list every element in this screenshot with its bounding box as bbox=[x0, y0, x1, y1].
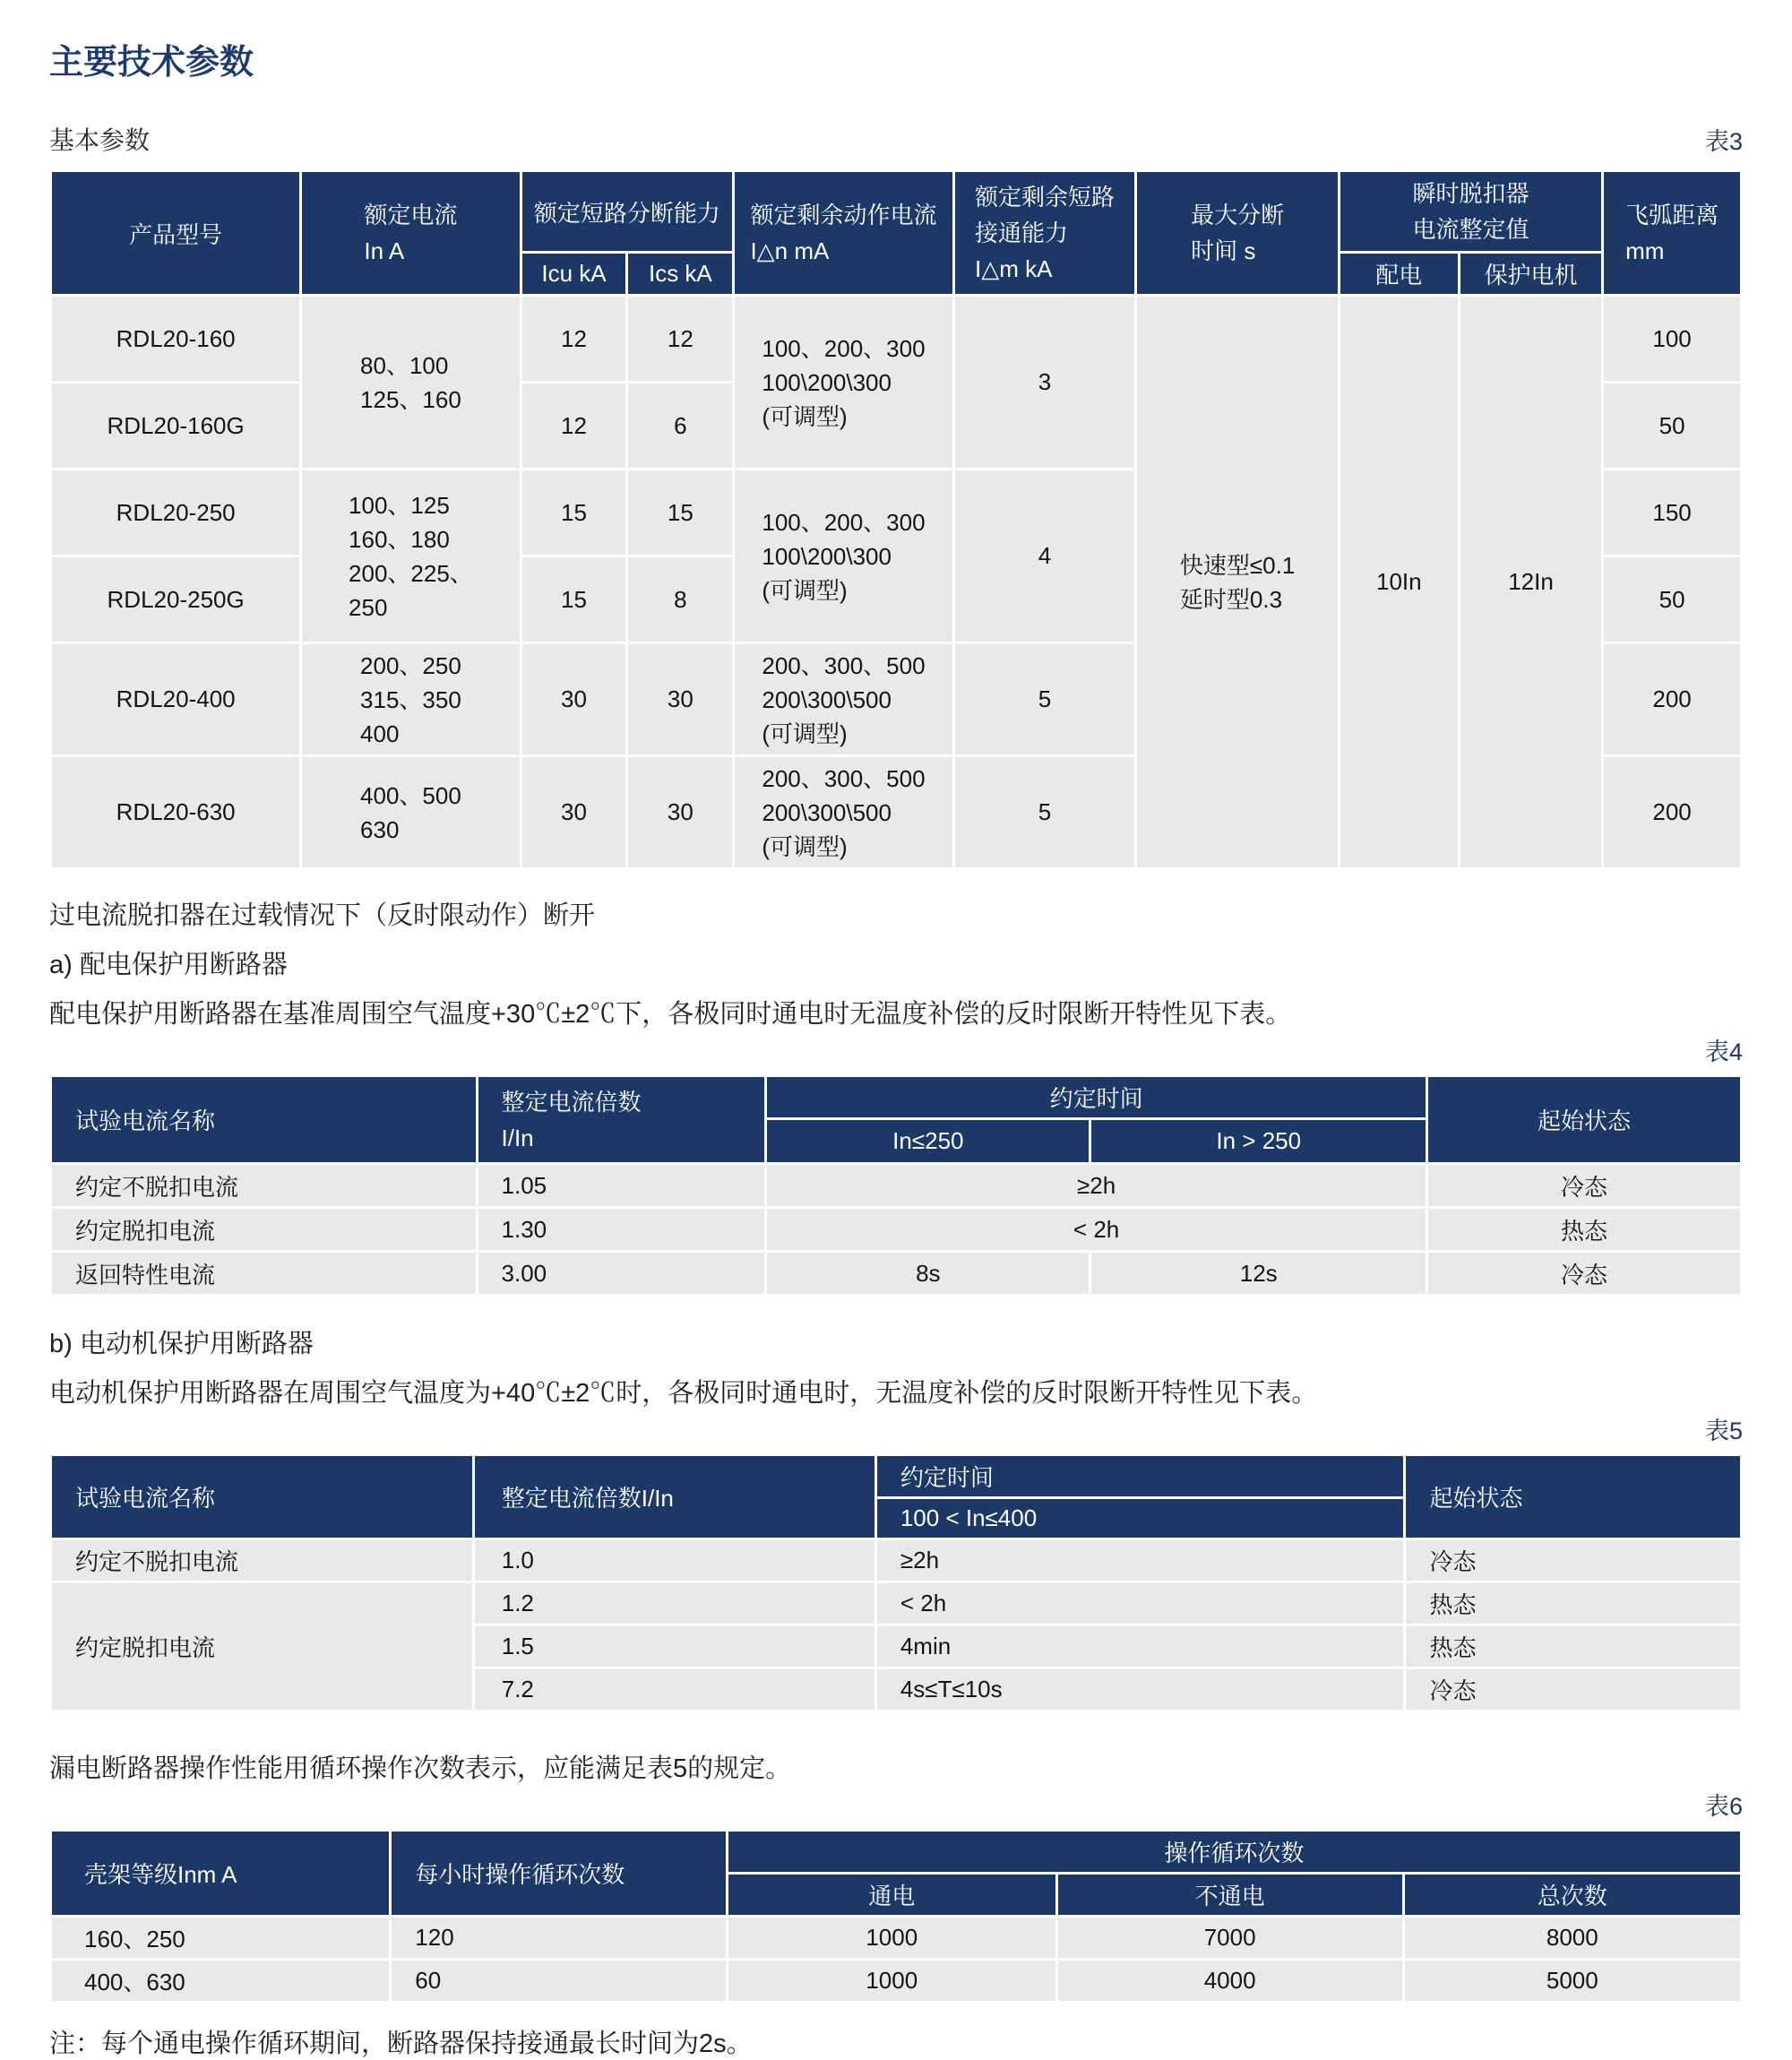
t3-icu: 12 bbox=[521, 383, 627, 470]
t3-residual-lines bbox=[762, 649, 925, 751]
t3-h-residual-lines bbox=[750, 197, 936, 269]
cell-line: 200\300\500 bbox=[762, 798, 892, 826]
t3-idm: 4 bbox=[953, 470, 1136, 643]
cell-line: 延时型0.3 bbox=[1179, 585, 1283, 613]
cell-line: 电流整定值 bbox=[1412, 216, 1529, 243]
table-row bbox=[51, 1960, 1742, 2003]
t4-h-gt250: In > 250 bbox=[1090, 1119, 1427, 1164]
t3-distribution-setting: 10In bbox=[1339, 296, 1459, 869]
t5-multiple: 7.2 bbox=[473, 1668, 875, 1711]
cell-line: (可调型) bbox=[762, 832, 848, 860]
t5-time: 4min bbox=[875, 1625, 1405, 1668]
t3-arc: 50 bbox=[1603, 383, 1742, 470]
cell-line: 200、225、 bbox=[349, 559, 473, 587]
t3-model: RDL20-250 bbox=[51, 470, 301, 556]
cell-line: 快速型≤0.1 bbox=[1179, 551, 1296, 579]
t3-residual-lines bbox=[762, 332, 925, 434]
table-row bbox=[51, 1831, 1742, 1874]
t3-icu: 12 bbox=[521, 296, 627, 383]
table3-label: 表3 bbox=[1704, 128, 1743, 155]
t3-arc: 150 bbox=[1603, 470, 1742, 556]
t6-h-total: 总次数 bbox=[1403, 1874, 1741, 1917]
t3-motor-setting: 12In bbox=[1459, 296, 1602, 869]
overcurrent-paragraph: 过电流脱扣器在过载情况下（反时限动作）断开 bbox=[49, 901, 596, 930]
cell-line: 100\200\300 bbox=[762, 368, 892, 396]
t3-ics: 12 bbox=[627, 296, 734, 383]
t6-on: 1000 bbox=[727, 1960, 1056, 2003]
t5-h-setting-multiple: 整定电流倍数I/In bbox=[473, 1455, 875, 1539]
cell-line: 315、350 bbox=[360, 685, 461, 713]
t5-time: ≥2h bbox=[875, 1539, 1405, 1582]
t3-h-making-capacity bbox=[953, 171, 1136, 296]
t3-icu: 15 bbox=[521, 556, 627, 643]
t6-h-energized: 通电 bbox=[727, 1874, 1056, 1917]
table3-body bbox=[51, 296, 1742, 869]
cell-line: 整定电流倍数 bbox=[501, 1088, 642, 1116]
t3-h-residual-current bbox=[734, 171, 953, 296]
t3-residual-lines bbox=[762, 505, 925, 608]
t3-h-ics: Ics kA bbox=[627, 253, 734, 296]
cell-line: I△n mA bbox=[750, 237, 830, 264]
section-b-heading: b) 电动机保护用断路器 bbox=[49, 1330, 314, 1358]
t3-icu: 15 bbox=[521, 470, 627, 556]
t5-multiple: 1.5 bbox=[473, 1625, 875, 1668]
t5-h-initial-state: 起始状态 bbox=[1405, 1455, 1742, 1539]
cell-line: 400、500 bbox=[360, 781, 461, 809]
section-a-heading: a) 配电保护用断路器 bbox=[49, 951, 288, 979]
t5-name: 约定不脱扣电流 bbox=[51, 1539, 474, 1582]
cell-line: I△m kA bbox=[974, 255, 1053, 282]
t3-residual bbox=[734, 643, 953, 756]
section-b-description: 电动机保护用断路器在周围空气温度为+40℃±2℃时，各极同时通电时，无温度补偿的反时限断开特性见下表。 bbox=[49, 1379, 1318, 1408]
t3-ics: 8 bbox=[627, 556, 734, 643]
t6-per-hour: 120 bbox=[391, 1917, 728, 1960]
t3-model: RDL20-250G bbox=[51, 556, 301, 643]
cell-line: 100、200、300 bbox=[762, 508, 926, 536]
t3-h-break-time-lines bbox=[1191, 197, 1284, 269]
t3-arc: 200 bbox=[1603, 756, 1742, 869]
table3-header bbox=[51, 171, 1742, 296]
t3-icu: 30 bbox=[521, 756, 627, 869]
table5-label: 表5 bbox=[1704, 1418, 1743, 1444]
cell-line: 160、180 bbox=[349, 525, 450, 553]
t3-h-product: 产品型号 bbox=[51, 171, 301, 296]
t6-h-frame-rating: 壳架等级Inm A bbox=[51, 1831, 391, 1917]
t3-break-time bbox=[1136, 296, 1339, 869]
cell-line: 额定剩余短路 bbox=[974, 184, 1115, 211]
t3-current-lines bbox=[360, 779, 461, 847]
t3-break-time-lines bbox=[1180, 548, 1295, 616]
t3-h-arc-distance bbox=[1603, 171, 1742, 296]
cell-line: 最大分断 bbox=[1191, 202, 1285, 228]
t4-multiple: 1.30 bbox=[477, 1208, 766, 1252]
footnote: 注：每个通电操作循环期间，断路器保持接通最长时间为2s。 bbox=[49, 2030, 753, 2058]
cell-line: 400 bbox=[360, 720, 400, 747]
t4-h-setting-multiple bbox=[477, 1076, 766, 1164]
t3-icu: 30 bbox=[521, 643, 627, 756]
t6-total: 8000 bbox=[1403, 1917, 1741, 1960]
table-row bbox=[51, 1164, 1742, 1208]
cell-line: 飞弧距离 bbox=[1625, 202, 1719, 228]
t5-h-range: 100 < In≤400 bbox=[875, 1498, 1405, 1539]
cell-line: 200、250 bbox=[360, 651, 461, 679]
t3-residual bbox=[734, 756, 953, 869]
t4-name: 返回特性电流 bbox=[51, 1252, 478, 1296]
cell-line: (可调型) bbox=[762, 576, 848, 604]
table-row bbox=[51, 1539, 1742, 1582]
t5-time: 4s≤T≤10s bbox=[875, 1668, 1405, 1711]
t3-model: RDL20-400 bbox=[51, 643, 301, 756]
table-row bbox=[51, 1455, 1742, 1498]
section-subtitle: 基本参数 bbox=[49, 126, 151, 154]
t6-on: 1000 bbox=[727, 1917, 1056, 1960]
cell-line: 250 bbox=[349, 593, 388, 621]
cell-line: 125、160 bbox=[360, 385, 461, 413]
t3-residual-lines bbox=[762, 762, 925, 864]
t5-h-test-current-name: 试验电流名称 bbox=[51, 1455, 474, 1539]
cell-line: 100\200\300 bbox=[762, 542, 892, 570]
t4-name: 约定脱扣电流 bbox=[51, 1208, 478, 1252]
cell-line: 接通能力 bbox=[974, 220, 1068, 246]
t4-multiple: 3.00 bbox=[477, 1252, 766, 1296]
t4-time-le: 8s bbox=[766, 1252, 1090, 1296]
cell-line: (可调型) bbox=[762, 402, 848, 430]
t3-ics: 30 bbox=[627, 643, 734, 756]
table-row bbox=[51, 1076, 1742, 1119]
table5-header bbox=[51, 1455, 1742, 1539]
t3-current-lines bbox=[360, 349, 461, 417]
t6-total: 5000 bbox=[1403, 1960, 1741, 2003]
t6-off: 4000 bbox=[1056, 1960, 1403, 2003]
table4-header bbox=[51, 1076, 1742, 1164]
t5-state: 热态 bbox=[1405, 1625, 1742, 1668]
t3-ics: 30 bbox=[627, 756, 734, 869]
t3-h-current-lines bbox=[364, 197, 457, 269]
t5-state: 冷态 bbox=[1405, 1539, 1742, 1582]
t3-ics: 6 bbox=[627, 383, 734, 470]
subtitle-row bbox=[49, 121, 1743, 157]
cell-line: In A bbox=[364, 237, 405, 264]
cell-line: 200、300、500 bbox=[762, 651, 926, 679]
t3-residual bbox=[734, 296, 953, 470]
t3-model: RDL20-630 bbox=[51, 756, 301, 869]
t5-state: 冷态 bbox=[1405, 1668, 1742, 1711]
t3-idm: 3 bbox=[953, 296, 1136, 470]
cycles-paragraph: 漏电断路器操作性能用循环操作次数表示，应能满足表5的规定。 bbox=[49, 1754, 792, 1783]
t3-h-breaking-capacity: 额定短路分断能力 bbox=[521, 171, 734, 253]
t3-current bbox=[301, 643, 521, 756]
t3-h-motor: 保护电机 bbox=[1459, 253, 1602, 296]
table-row bbox=[51, 171, 1742, 253]
cell-line: I/In bbox=[501, 1124, 534, 1151]
t5-state: 热态 bbox=[1405, 1582, 1742, 1625]
table6-operation-cycles bbox=[49, 1829, 1743, 2004]
cell-line: 时间 s bbox=[1191, 237, 1256, 264]
cell-line: 额定剩余动作电流 bbox=[750, 202, 937, 228]
t4-h-le250: In≤250 bbox=[766, 1119, 1090, 1164]
t6-h-cycles-per-hour: 每小时操作循环次数 bbox=[391, 1831, 728, 1917]
t3-h-break-time bbox=[1136, 171, 1339, 296]
cell-line: 200、300、500 bbox=[762, 764, 926, 792]
t4-multiple: 1.05 bbox=[477, 1164, 766, 1208]
cell-line: mm bbox=[1625, 237, 1665, 264]
table6-label: 表6 bbox=[1704, 1793, 1743, 1820]
t5-multiple: 1.2 bbox=[473, 1582, 875, 1625]
t3-current bbox=[301, 756, 521, 869]
t5-time: < 2h bbox=[875, 1582, 1405, 1625]
t4-h-agreed-time: 约定时间 bbox=[766, 1076, 1427, 1119]
t4-h-initial-state: 起始状态 bbox=[1426, 1076, 1741, 1164]
t3-h-current bbox=[301, 171, 521, 296]
t4-state: 热态 bbox=[1426, 1208, 1741, 1252]
t3-current-lines bbox=[349, 488, 473, 625]
cell-line: 100、200、300 bbox=[762, 334, 926, 362]
t6-h-not-energized: 不通电 bbox=[1056, 1874, 1403, 1917]
t3-h-distribution: 配电 bbox=[1339, 253, 1459, 296]
table6-header bbox=[51, 1831, 1742, 1917]
page-title: 主要技术参数 bbox=[49, 44, 254, 82]
t3-current bbox=[301, 296, 521, 470]
cell-line: (可调型) bbox=[762, 720, 848, 747]
t5-name: 约定脱扣电流 bbox=[51, 1582, 474, 1711]
t3-arc: 100 bbox=[1603, 296, 1742, 383]
t6-frame: 160、250 bbox=[51, 1917, 391, 1960]
t4-time: ≥2h bbox=[766, 1164, 1427, 1208]
t3-current-lines bbox=[360, 649, 461, 751]
cell-line: 瞬时脱扣器 bbox=[1412, 180, 1529, 207]
table-row bbox=[51, 1917, 1742, 1960]
cell-line: 额定电流 bbox=[364, 202, 458, 228]
section-a-description: 配电保护用断路器在基准周围空气温度+30℃±2℃下，各极同时通电时无温度补偿的反时限断开特性见下表。 bbox=[49, 1000, 1292, 1029]
cell-line: 80、100 bbox=[360, 351, 449, 379]
table5-motor-tripping bbox=[49, 1453, 1743, 1712]
cell-line: 630 bbox=[360, 815, 400, 843]
table-row bbox=[51, 1582, 1742, 1625]
t5-h-agreed-time: 约定时间 bbox=[875, 1455, 1405, 1498]
t3-h-making-lines bbox=[975, 179, 1115, 287]
table4-label: 表4 bbox=[1704, 1039, 1743, 1065]
table5-body bbox=[51, 1539, 1742, 1711]
table4-distribution-tripping bbox=[49, 1074, 1743, 1297]
t6-per-hour: 60 bbox=[391, 1960, 728, 2003]
t3-arc: 50 bbox=[1603, 556, 1742, 643]
t3-idm: 5 bbox=[953, 643, 1136, 756]
t4-h-multiple-lines bbox=[502, 1084, 642, 1156]
t4-time: < 2h bbox=[766, 1208, 1427, 1252]
t3-arc: 200 bbox=[1603, 643, 1742, 756]
t3-h-arc-lines bbox=[1625, 197, 1719, 269]
t4-time-gt: 12s bbox=[1090, 1252, 1427, 1296]
t3-model: RDL20-160G bbox=[51, 383, 301, 470]
t4-h-test-current-name: 试验电流名称 bbox=[51, 1076, 478, 1164]
table4-body bbox=[51, 1164, 1742, 1296]
t4-state: 冷态 bbox=[1426, 1164, 1741, 1208]
t5-multiple: 1.0 bbox=[473, 1539, 875, 1582]
cell-line: 200\300\500 bbox=[762, 685, 892, 713]
t6-off: 7000 bbox=[1056, 1917, 1403, 1960]
t3-model: RDL20-160 bbox=[51, 296, 301, 383]
t3-current bbox=[301, 470, 521, 643]
table-row bbox=[51, 1252, 1742, 1296]
t6-frame: 400、630 bbox=[51, 1960, 391, 2003]
t3-h-icu: Icu kA bbox=[521, 253, 627, 296]
t3-idm: 5 bbox=[953, 756, 1136, 869]
table-row bbox=[51, 1208, 1742, 1252]
t6-h-operation-cycles: 操作循环次数 bbox=[727, 1831, 1741, 1874]
table-row bbox=[51, 296, 1742, 383]
t4-state: 冷态 bbox=[1426, 1252, 1741, 1296]
t3-ics: 15 bbox=[627, 470, 734, 556]
t3-h-instant-lines bbox=[1413, 176, 1529, 247]
table3-basic-parameters bbox=[49, 169, 1743, 870]
t3-residual bbox=[734, 470, 953, 643]
table6-body bbox=[51, 1917, 1742, 2003]
t4-name: 约定不脱扣电流 bbox=[51, 1164, 478, 1208]
t3-h-instant-release bbox=[1339, 171, 1602, 253]
cell-line: 100、125 bbox=[349, 491, 450, 519]
